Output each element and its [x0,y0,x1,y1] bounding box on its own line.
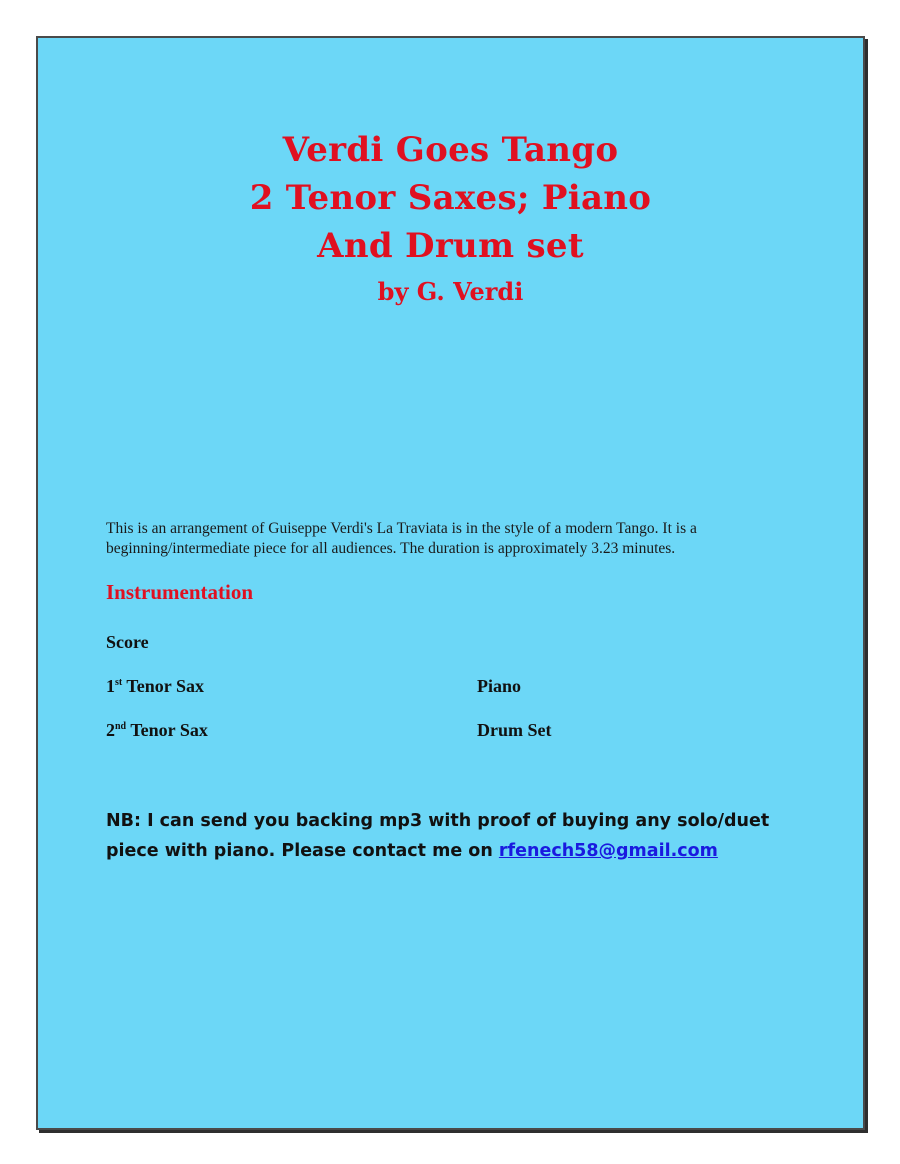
title-line-3: And Drum set [317,226,584,266]
ordinal-suffix: st [115,677,123,688]
description-paragraph: This is an arrangement of Guiseppe Verdi's La Traviata is in the style of a modern Tango. It is a beginning/intermediate piece for all audiences. The duration is approximately 3.23 minutes. [106,520,697,557]
instrument-tenor-sax-2 [106,720,208,741]
instrument-name: Tenor Sax [130,720,208,740]
title-line-2: 2 Tenor Saxes; Piano [249,178,652,218]
title-line-1: Verdi Goes Tango [282,130,619,170]
cover-page [36,36,865,1130]
instrument-tenor-sax-1 [106,676,204,697]
instrument-score: Score [106,632,149,652]
instrumentation-heading: Instrumentation [106,580,254,604]
backing-track-note [106,806,806,866]
instrument-piano: Piano [477,676,522,696]
ordinal-number: 1 [106,676,115,696]
ordinal-number: 2 [106,720,115,740]
note-text: NB: I can send you backing mp3 with proof of buying any solo/duet piece with piano. Please contact me on [106,811,770,861]
title-block [38,126,863,312]
contact-email-link[interactable]: rfenech58@gmail.com [498,841,718,861]
instrument-drum-set: Drum Set [477,720,552,740]
instrument-name: Tenor Sax [126,676,204,696]
composer-byline: by G. Verdi [377,277,524,306]
ordinal-suffix: nd [115,721,127,732]
